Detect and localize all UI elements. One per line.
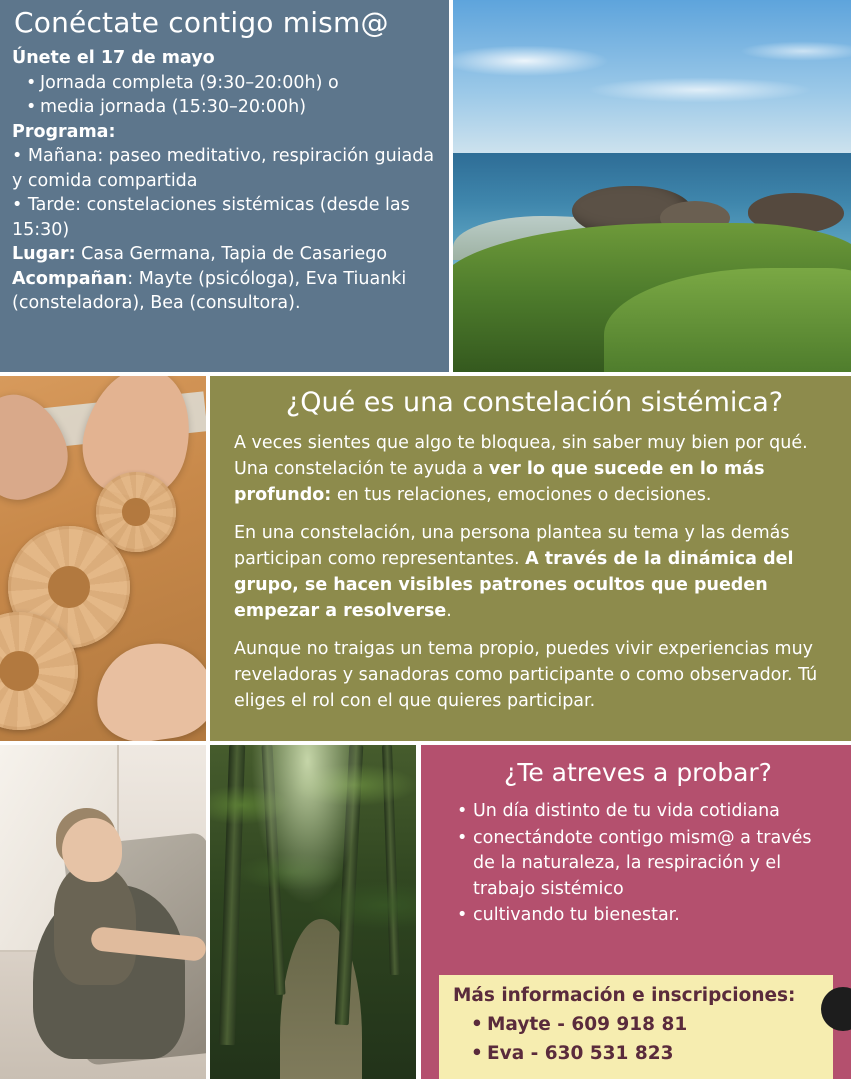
hands-wooden-gears-photo xyxy=(0,376,206,741)
place-row xyxy=(12,242,437,267)
text-segment: . xyxy=(446,601,452,621)
list-item: • cultivando tu bienestar. xyxy=(473,903,837,929)
list-item: • Jornada completa (9:30–20:00h) o xyxy=(40,71,437,96)
constellation-paragraph-1 xyxy=(234,430,835,508)
text-segment: A veces sientes que algo te bloquea, sin saber muy bien por qué. Una constelación te ayuda a xyxy=(234,433,808,479)
place-label: Lugar: xyxy=(12,244,76,264)
coastal-sea-photo xyxy=(453,0,851,372)
contact-title: Más información e inscripciones: xyxy=(453,985,796,1006)
constellation-panel xyxy=(210,376,851,741)
head xyxy=(62,818,122,882)
forest-path-photo xyxy=(210,745,416,1079)
contact-box xyxy=(439,975,833,1079)
list-item: • Un día distinto de tu vida cotidiana xyxy=(473,799,837,825)
intro-options-list xyxy=(12,71,437,120)
team-row xyxy=(12,267,437,316)
constellation-paragraph-3: Aunque no traigas un tema propio, puedes vivir experiencias muy reveladoras y sanadoras como participante o como observador. Tú eliges el rol con el que quieres participar. xyxy=(234,639,818,711)
sunlight xyxy=(251,745,364,905)
constellation-paragraph-2 xyxy=(234,520,835,624)
team-label: Acompañan xyxy=(12,268,128,289)
contact-list xyxy=(453,1011,823,1068)
list-item[interactable]: • Mayte - 609 918 81 xyxy=(487,1011,823,1039)
cta-bullet-list xyxy=(439,799,837,929)
team-value: : Mayte (psicóloga), Eva Tiuanki (consteladora), Bea (consultora). xyxy=(12,268,407,313)
intro-date: Únete el 17 de mayo xyxy=(12,48,215,68)
woman-meditating-photo xyxy=(0,745,206,1079)
list-item[interactable]: • Eva - 630 531 823 xyxy=(487,1040,823,1068)
cta-panel xyxy=(421,745,851,1079)
cta-heading: ¿Te atreves a probar? xyxy=(504,758,772,787)
intro-panel xyxy=(0,0,449,372)
constellation-heading: ¿Qué es una constelación sistémica? xyxy=(285,387,784,418)
text-emphasis: A través de la dinámica del grupo, se hacen visibles patrones ocultos que pueden empezar a resolverse xyxy=(234,549,794,621)
text-emphasis: ver lo que sucede en lo más profundo: xyxy=(234,459,765,505)
list-item: • media jornada (15:30–20:00h) xyxy=(40,95,437,120)
page-title: Conéctate contigo mism@ xyxy=(14,6,389,39)
row-top xyxy=(0,0,851,372)
text-segment: En una constelación, una persona plantea su tema y las demás participan como representantes. xyxy=(234,523,790,569)
row-bottom xyxy=(0,745,851,1079)
clouds xyxy=(453,22,851,119)
row-middle xyxy=(0,376,851,741)
place-value: Casa Germana, Tapia de Casariego xyxy=(75,244,388,264)
program-morning: • Mañana: paseo meditativo, respiración guiada y comida compartida xyxy=(12,146,435,191)
program-label: Programa: xyxy=(12,121,116,142)
program-afternoon: • Tarde: constelaciones sistémicas (desde las 15:30) xyxy=(12,195,410,240)
text-segment: en tus relaciones, emociones o decisiones. xyxy=(331,485,712,505)
torso xyxy=(54,865,136,985)
list-item: • conectándote contigo mism@ a través de la naturaleza, la respiración y el trabajo sistémico xyxy=(473,826,837,903)
